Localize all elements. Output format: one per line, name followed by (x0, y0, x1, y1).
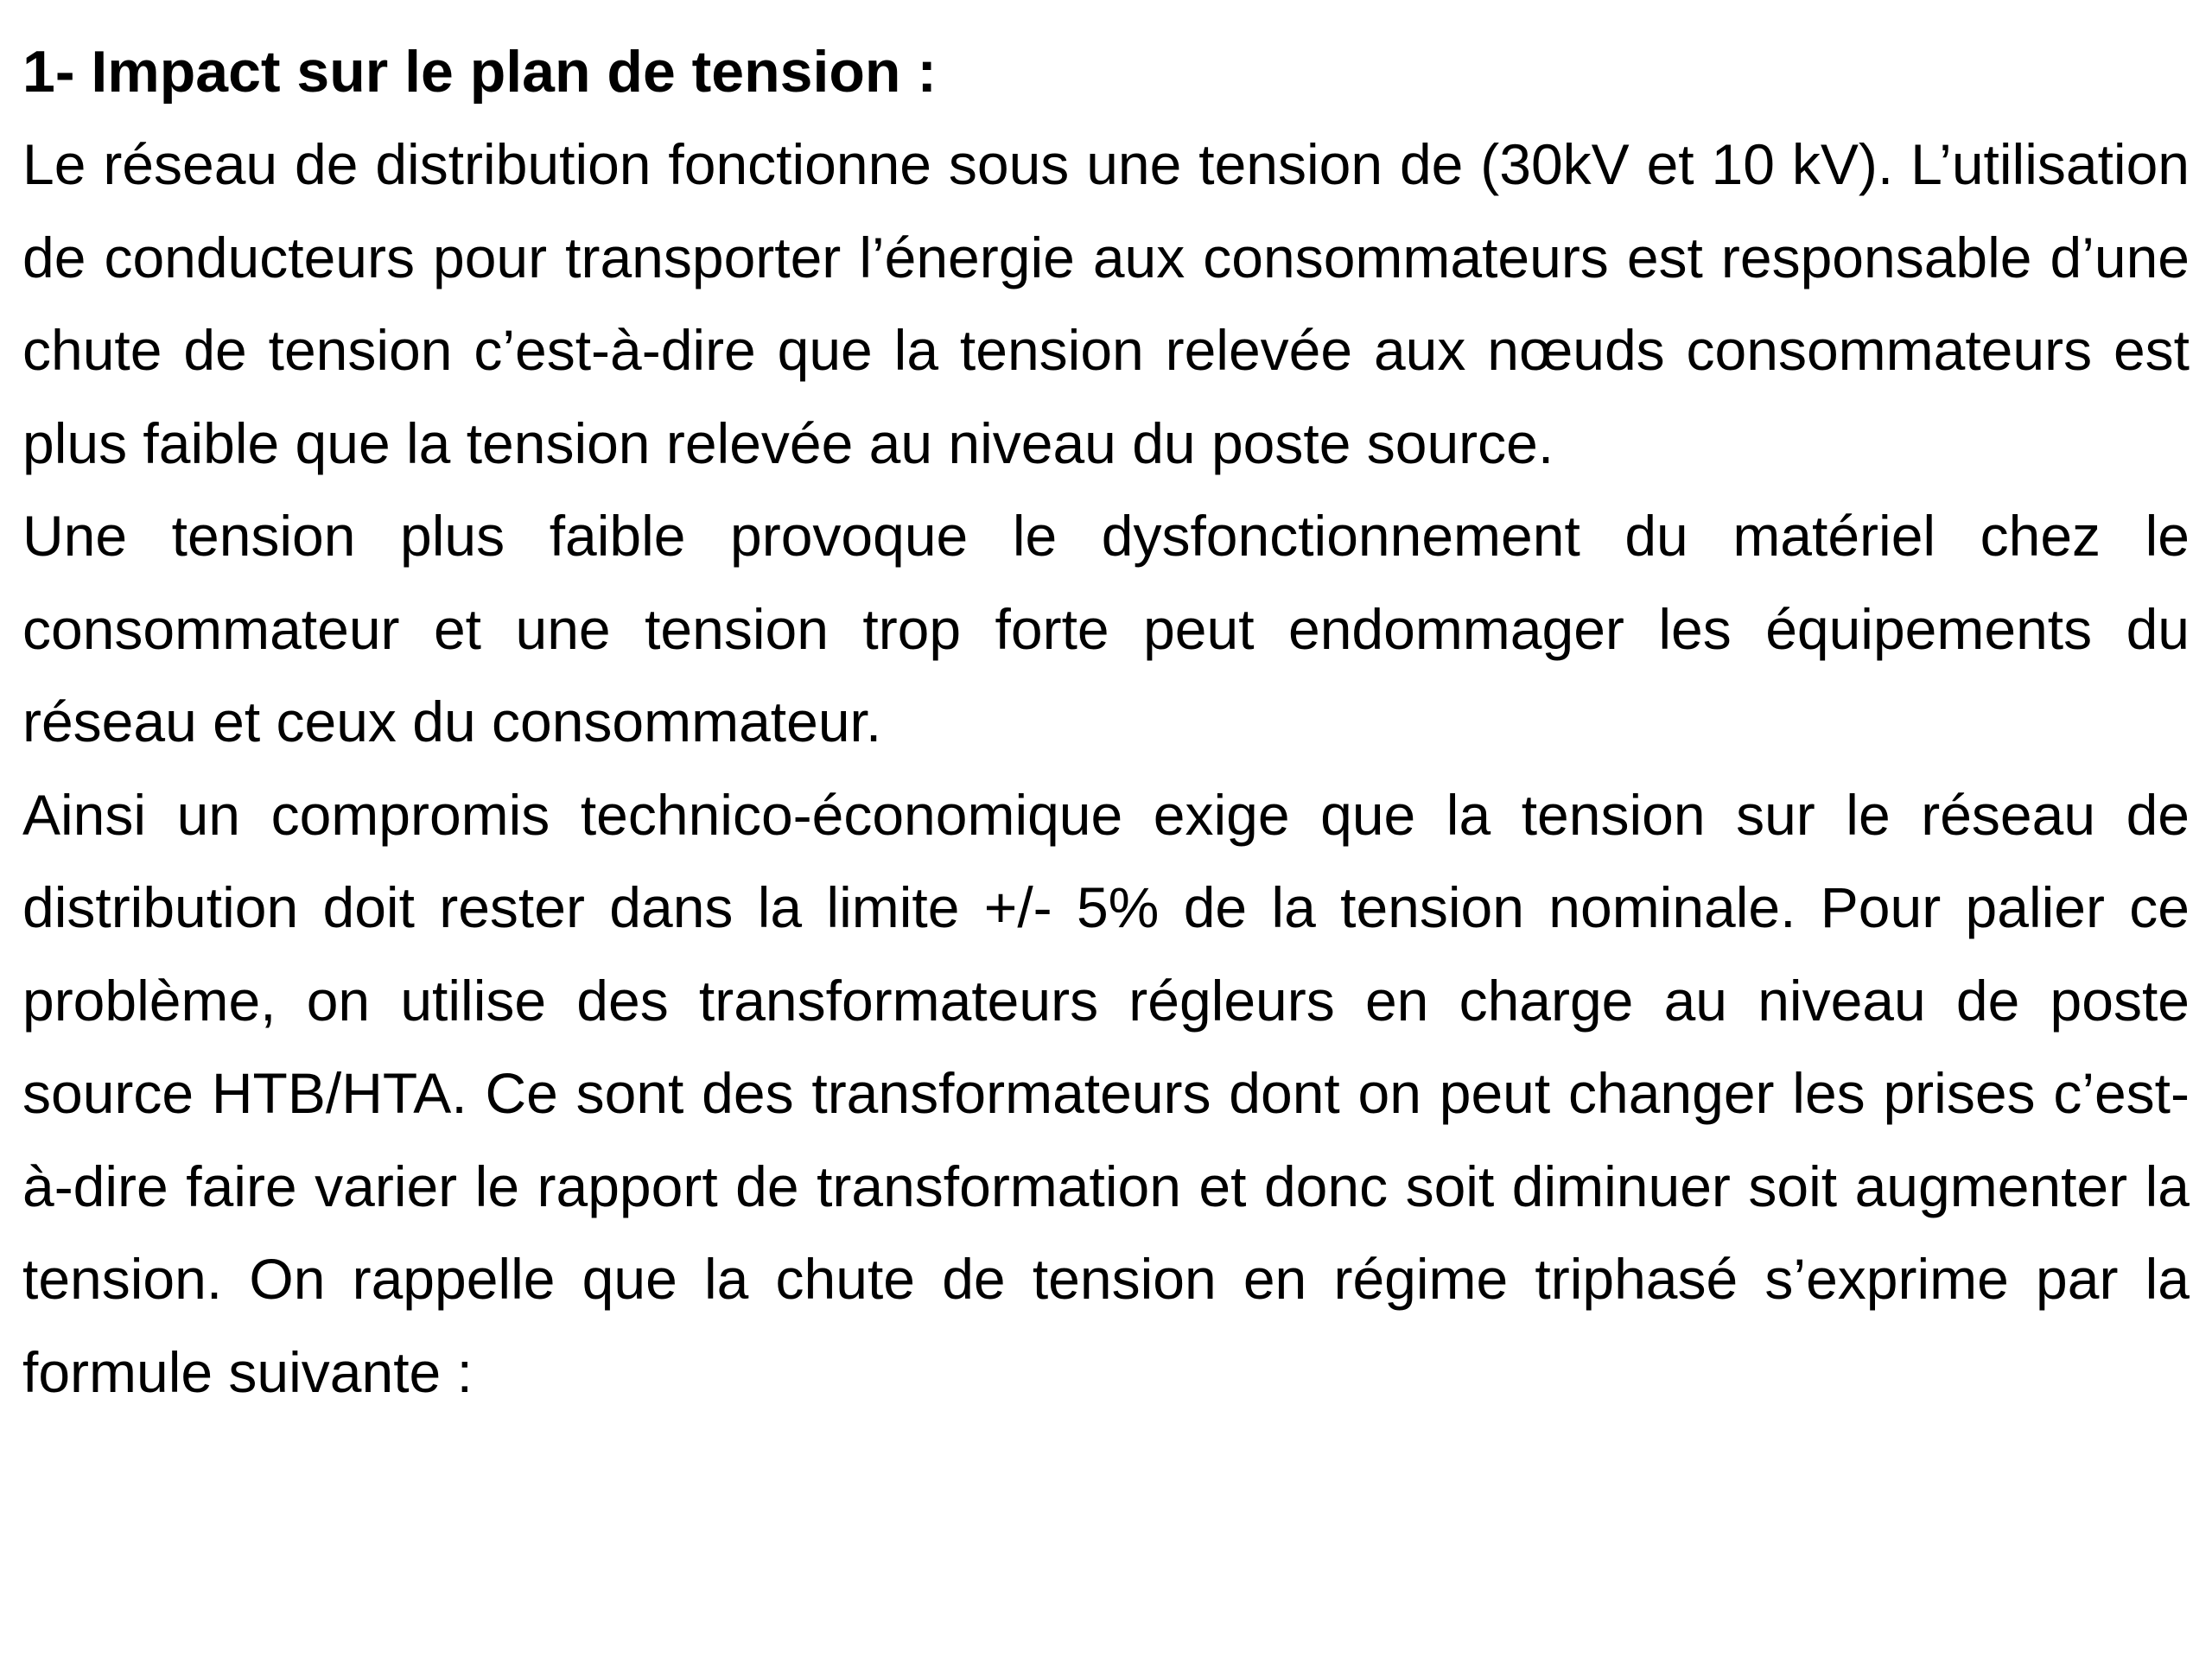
paragraph-equipment-effects: Une tension plus faible provoque le dysfonctionnement du matériel chez le consommateur et une tension trop forte peut endommager les équipements du réseau et ceux du consommateur. (22, 504, 2190, 753)
section-heading: 1- Impact sur le plan de tension : (22, 39, 937, 105)
paragraph-compromise: Ainsi un compromis technico-économique exige que la tension sur le réseau de distribution doit rester dans la limite +/- 5% de la tension nominale. Pour palier ce problème, on utilise des transformateurs régleurs en charge au niveau de poste source HTB/HTA. Ce sont des transformateurs dont on peut changer les prises c’est-à-dire faire varier le rapport de transformation et donc soit diminuer soit augmenter la tension. On rappelle que la chute de tension en régime triphasé s’exprime par la formule suivante : (22, 782, 2190, 1404)
paragraph-voltage-drop: Le réseau de distribution fonctionne sous une tension de (30kV et 10 kV). L’utilisation de conducteurs pour transporter l’énergie aux consommateurs est responsable d’une chute de tension c’est-à-dire que la tension relevée aux nœuds consommateurs est plus faible que la tension relevée au niveau du poste source. (22, 132, 2190, 475)
document-page (22, 26, 2190, 1419)
